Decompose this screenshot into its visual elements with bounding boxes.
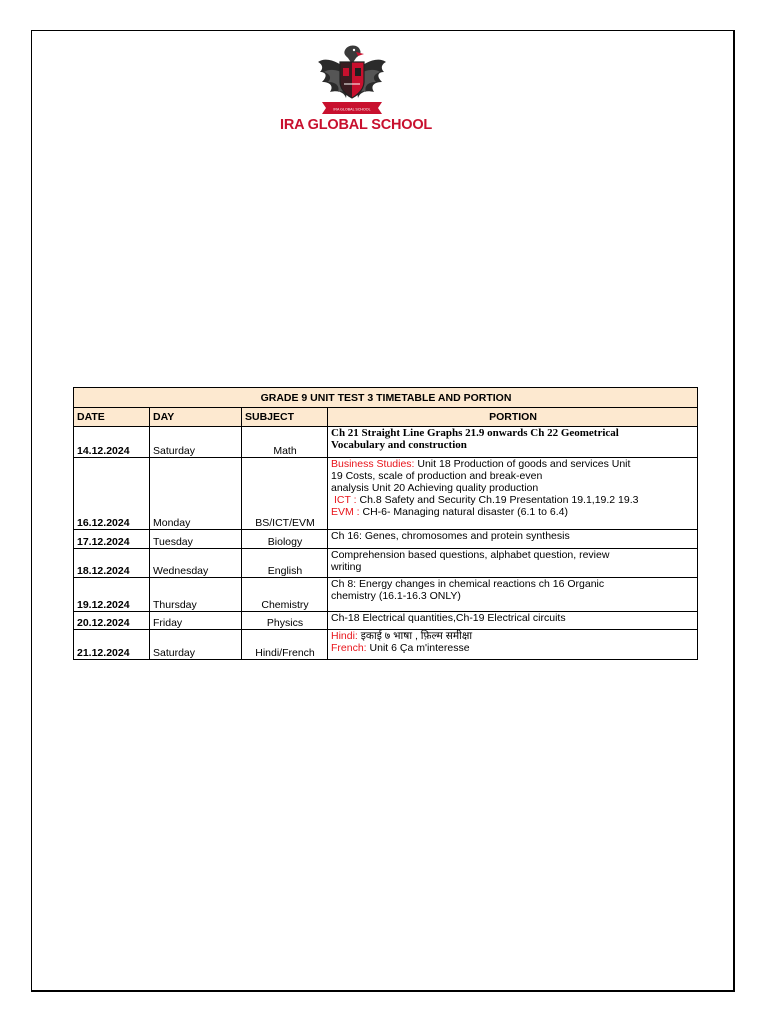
portion-line: Ch-18 Electrical quantities,Ch-19 Electrical circuits <box>331 612 566 624</box>
portion-line: Vocabulary and construction <box>331 439 467 451</box>
date-cell: 20.12.2024 <box>74 612 150 630</box>
subject-cell: Hindi/French <box>242 630 328 660</box>
table-row <box>74 458 698 530</box>
portion-line <box>331 630 695 642</box>
table-row <box>74 630 698 660</box>
evm-text: CH-6- Managing natural disaster (6.1 to 6.4) <box>359 506 568 518</box>
portion-line: 19 Costs, scale of production and break-even <box>331 470 543 482</box>
subject-cell: Physics <box>242 612 328 630</box>
french-label: French: <box>331 642 367 654</box>
timetable <box>73 387 698 660</box>
portion-line: analysis Unit 20 Achieving quality production <box>331 482 539 494</box>
portion-cell <box>328 578 698 612</box>
portion-line <box>331 642 695 654</box>
subject-cell: English <box>242 549 328 578</box>
portion-line <box>331 458 695 470</box>
eagle-shield-crest-icon <box>312 42 392 116</box>
portion-line <box>331 506 695 518</box>
date-cell: 21.12.2024 <box>74 630 150 660</box>
column-header-day: DAY <box>150 408 242 427</box>
timetable-title-row <box>74 388 698 408</box>
portion-cell <box>328 549 698 578</box>
subject-cell: Math <box>242 427 328 458</box>
table-row <box>74 578 698 612</box>
logo-banner-text: IRA GLOBAL SCHOOL <box>333 107 371 112</box>
day-cell: Wednesday <box>150 549 242 578</box>
date-cell: 19.12.2024 <box>74 578 150 612</box>
day-cell: Saturday <box>150 427 242 458</box>
date-cell: 16.12.2024 <box>74 458 150 530</box>
portion-cell <box>328 427 698 458</box>
school-logo <box>312 42 392 116</box>
french-text: Unit 6 Ça m'interesse <box>366 642 470 654</box>
business-studies-text: Unit 18 Production of goods and services Unit <box>414 458 631 470</box>
portion-cell <box>328 458 698 530</box>
day-cell: Friday <box>150 612 242 630</box>
header-row <box>74 408 698 427</box>
evm-label: EVM : <box>331 506 360 518</box>
day-cell: Saturday <box>150 630 242 660</box>
column-header-date: DATE <box>74 408 150 427</box>
table-row <box>74 549 698 578</box>
subject-cell: Biology <box>242 530 328 549</box>
hindi-text: इकाई ७ भाषा , फ़िल्म समीक्षा <box>357 630 473 642</box>
portion-cell <box>328 612 698 630</box>
ict-label: ICT : <box>334 494 357 506</box>
day-cell: Tuesday <box>150 530 242 549</box>
column-header-subject: SUBJECT <box>242 408 328 427</box>
portion-line: Ch 8: Energy changes in chemical reactions ch 16 Organic <box>331 578 605 590</box>
school-name: IRA GLOBAL SCHOOL <box>280 117 433 133</box>
date-cell: 14.12.2024 <box>74 427 150 458</box>
portion-line: Ch 21 Straight Line Graphs 21.9 onwards Ch 22 Geometrical <box>331 427 619 439</box>
table-row <box>74 530 698 549</box>
subject-cell: BS/ICT/EVM <box>242 458 328 530</box>
timetable-title: GRADE 9 UNIT TEST 3 TIMETABLE AND PORTION <box>74 388 698 408</box>
column-header-portion: PORTION <box>328 408 698 427</box>
portion-line: Comprehension based questions, alphabet question, review <box>331 549 610 561</box>
table-row <box>74 427 698 458</box>
table-row <box>74 612 698 630</box>
subject-cell: Chemistry <box>242 578 328 612</box>
date-cell: 18.12.2024 <box>74 549 150 578</box>
hindi-label: Hindi: <box>331 630 358 642</box>
date-cell: 17.12.2024 <box>74 530 150 549</box>
portion-line: chemistry (16.1-16.3 ONLY) <box>331 590 461 602</box>
day-cell: Monday <box>150 458 242 530</box>
portion-line <box>331 494 695 506</box>
business-studies-label: Business Studies: <box>331 458 415 470</box>
portion-cell <box>328 530 698 549</box>
ict-text: Ch.8 Safety and Security Ch.19 Presentation 19.1,19.2 19.3 <box>356 494 639 506</box>
portion-line: Ch 16: Genes, chromosomes and protein synthesis <box>331 530 570 542</box>
portion-line: writing <box>331 561 362 573</box>
day-cell: Thursday <box>150 578 242 612</box>
portion-cell <box>328 630 698 660</box>
